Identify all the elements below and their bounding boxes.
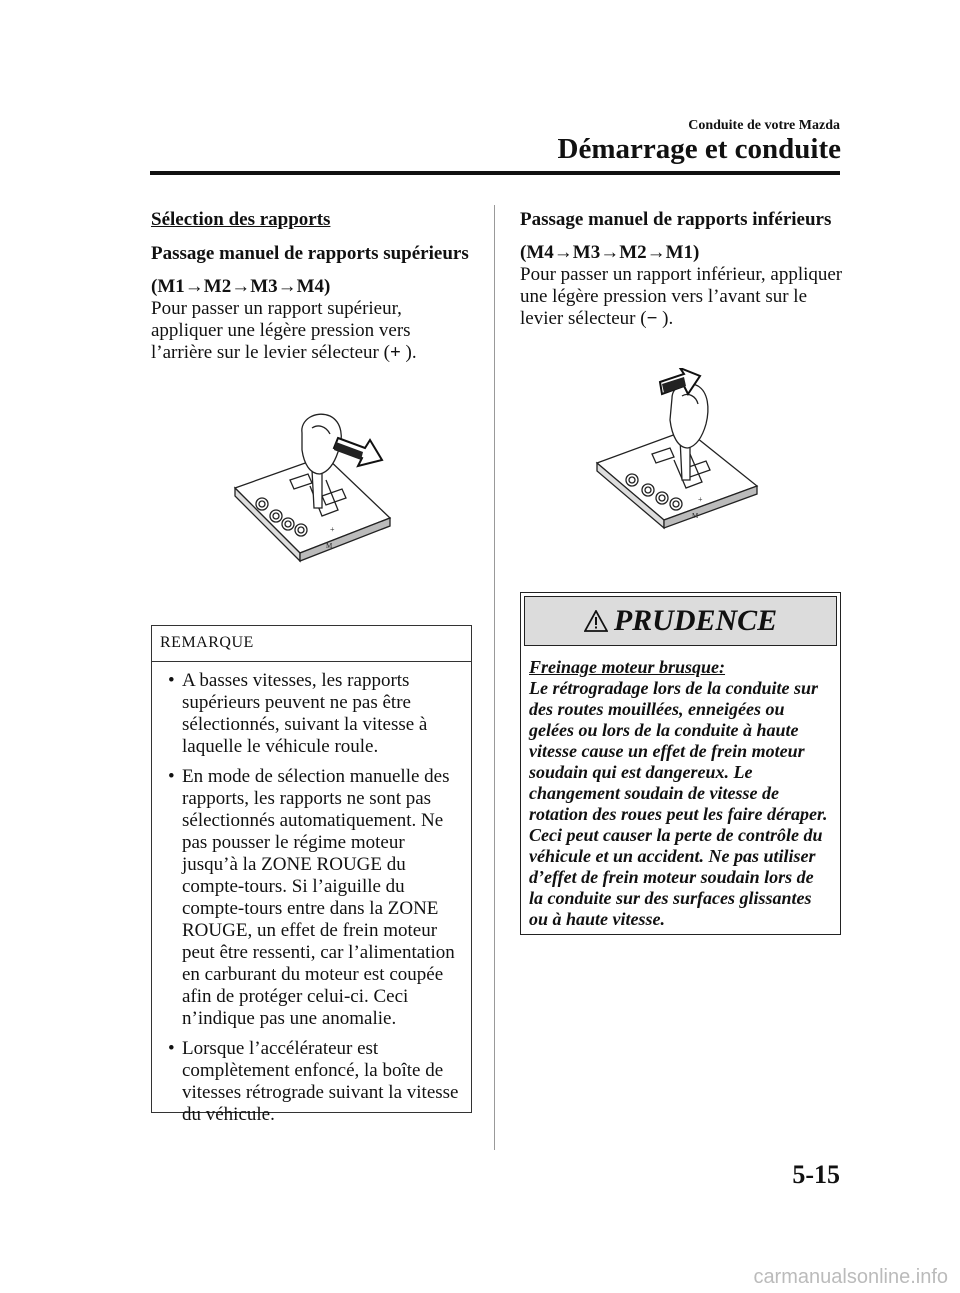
note-box — [151, 625, 472, 1125]
warning-triangle-icon — [584, 610, 608, 632]
note-item: • Lorsque l’accélérateur est complètement enfoncé, la boîte de vitesses rétrograde suivant la vitesse du véhicule. — [168, 1038, 463, 1126]
upshift-text — [151, 298, 476, 364]
watermark: carmanualsonline.info — [753, 1266, 948, 1288]
svg-text:M: M — [326, 542, 333, 550]
caution-subtitle: Freinage moteur brusque: — [529, 657, 726, 677]
section-title-header: Démarrage et conduite — [557, 133, 841, 165]
svg-text:+: + — [698, 495, 703, 504]
gear-selection-title: Sélection des rapports — [151, 209, 331, 230]
downshift-text-body: Pour passer un rapport inférieur, appliquer une légère pression vers l’avant sur le levier sélecteur ( — [520, 264, 843, 329]
upshift-text-body: Pour passer un rapport supérieur, appliquer une légère pression vers l’arrière sur le levier sélecteur ( — [151, 298, 411, 363]
downshift-text — [520, 264, 845, 330]
caution-title: PRUDENCE — [613, 604, 778, 637]
upshift-heading: Passage manuel de rapports supérieurs — [151, 243, 469, 264]
page-number: 5-15 — [792, 1160, 840, 1189]
left-column — [151, 209, 476, 364]
caution-box — [520, 592, 841, 935]
svg-text:M: M — [692, 512, 699, 520]
downshift-text-close: ). — [657, 308, 674, 329]
right-column — [520, 209, 845, 330]
downshift-heading: Passage manuel de rapports inférieurs — [520, 209, 832, 230]
upshift-sequence: (M1→M2→M3→M4) — [151, 276, 331, 297]
note-item: • En mode de sélection manuelle des rapports, les rapports ne sont pas sélectionnés automatiquement. Ne pas pousser le régime moteur jusqu’à la ZONE ROUGE du compte-tours. Si l’aiguille du compte-tours entre dans la ZONE ROUGE, un effet de frein moteur peut être ressenti, car l’alimentation en carburant du moteur est coupée afin de protéger celui-ci. Ceci n’indique pas une anomalie. — [168, 766, 463, 1030]
caution-body — [521, 649, 840, 930]
downshift-sequence: (M4→M3→M2→M1) — [520, 242, 700, 263]
caution-header — [524, 596, 837, 646]
plus-symbol: + — [389, 342, 401, 363]
caution-text: Le rétrogradage lors de la conduite sur des routes mouillées, enneigées ou gelées ou lors de la conduite à haute vitesse cause un effet de frein moteur soudain qui est dangereux. Le changement soudain de vitesse de rotation des roues peut les faire déraper. Ceci peut causer la perte de contrôle du véhicule et un accident. Ne pas utiliser d’effet de frein moteur soudain lors de la conduite sur des surfaces glissantes ou à haute vitesse. — [529, 678, 828, 929]
column-divider — [494, 205, 495, 1150]
minus-symbol: − — [646, 308, 658, 329]
upshift-lever-illustration — [230, 408, 395, 568]
note-list — [152, 662, 471, 1126]
svg-text:+: + — [330, 525, 335, 534]
note-heading: REMARQUE — [152, 626, 471, 662]
header-rule — [150, 171, 840, 175]
upshift-text-close: ). — [400, 342, 417, 363]
downshift-lever-illustration — [592, 368, 762, 533]
note-item: • A basses vitesses, les rapports supérieurs peuvent ne pas être sélectionnés, suivant la vitesse à laquelle le véhicule roule. — [168, 670, 463, 758]
chapter-title: Conduite de votre Mazda — [688, 118, 840, 133]
